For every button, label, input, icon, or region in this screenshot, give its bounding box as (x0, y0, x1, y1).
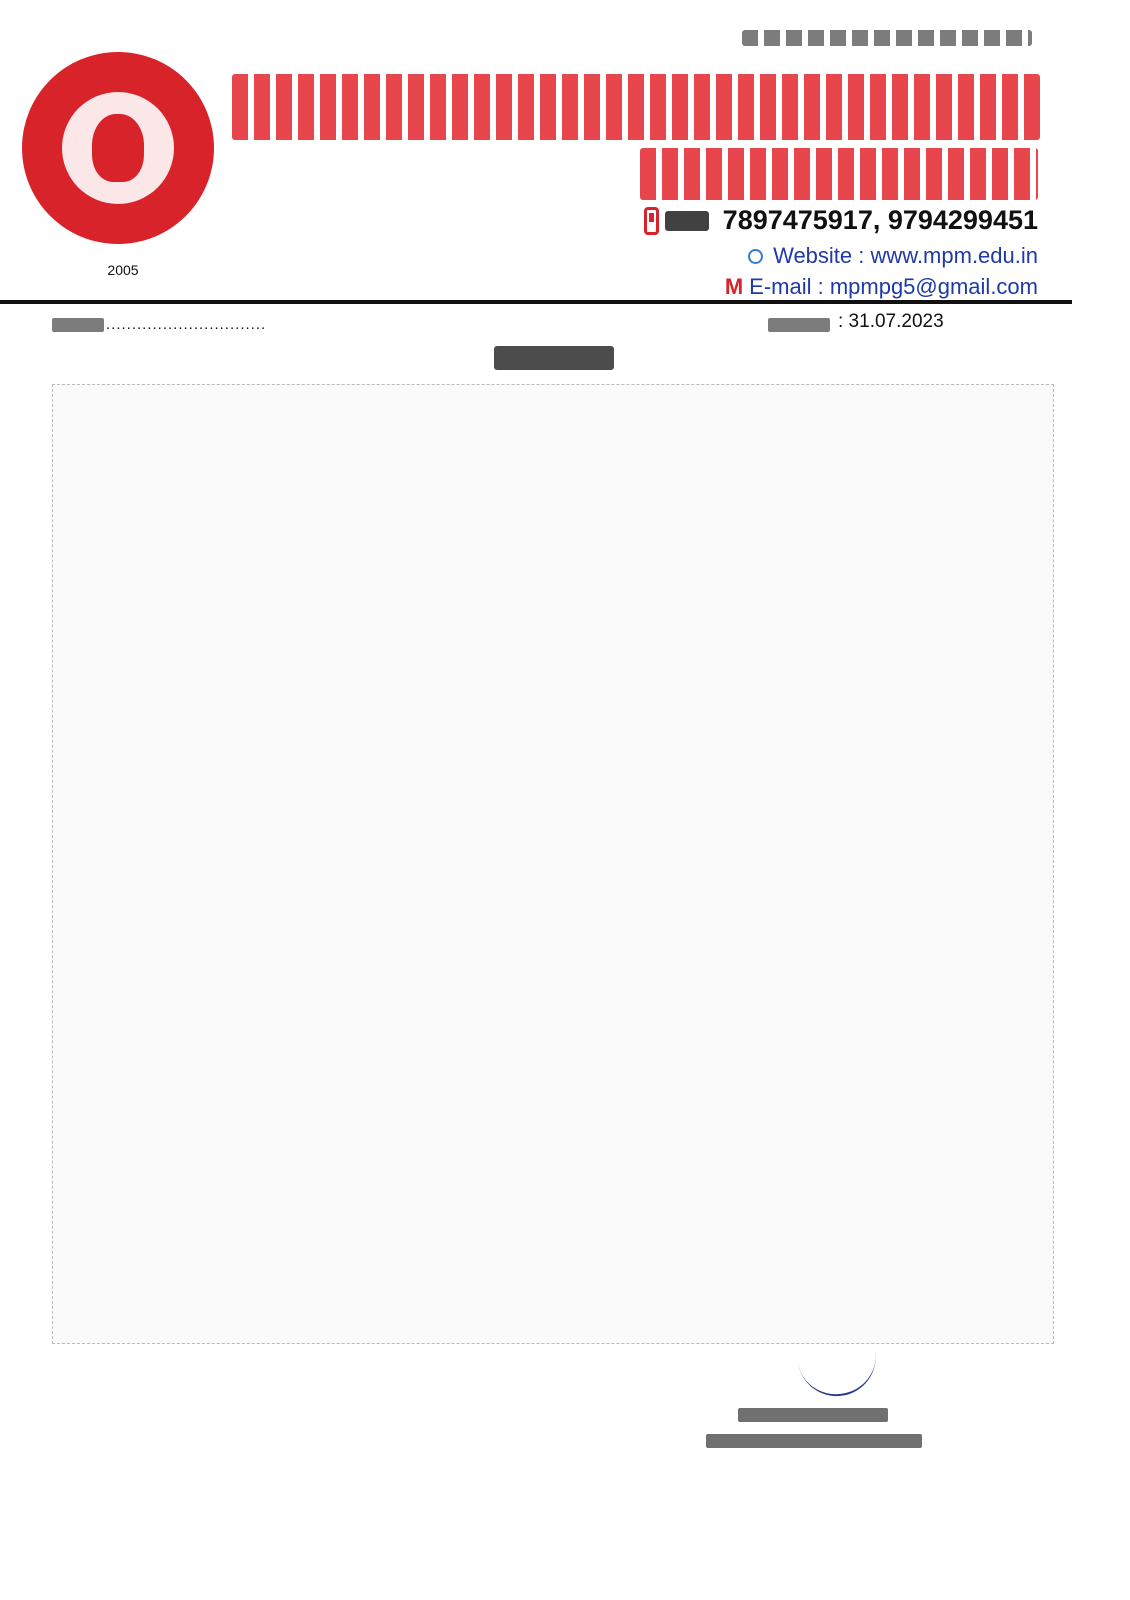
website-text[interactable]: Website : www.mpm.edu.in (773, 243, 1038, 268)
signatory-title (706, 1434, 922, 1448)
phone-numbers: 7897475917, 9794299451 (722, 205, 1038, 235)
signature-mark (797, 1347, 880, 1401)
ref-blank: ............................... (106, 316, 267, 333)
seal-figure (92, 114, 144, 182)
date-label (768, 318, 830, 332)
founded-line (50, 262, 190, 278)
college-location (640, 148, 1038, 200)
college-name (232, 74, 1040, 140)
mail-icon: M (724, 274, 744, 299)
phone-label (665, 211, 709, 231)
signatory-name (738, 1408, 888, 1422)
naac-grade-line (742, 30, 1032, 46)
letter-heading (494, 346, 614, 370)
email-line (725, 274, 1038, 300)
college-seal-icon (22, 52, 214, 244)
phone-icon (644, 207, 659, 235)
seal-emblem (62, 92, 174, 204)
header-divider (0, 300, 1072, 304)
founded-year: 2005 (107, 262, 139, 278)
globe-icon (748, 249, 763, 264)
ref-label (52, 318, 104, 332)
phone-line (644, 205, 1038, 236)
website-line (748, 243, 1038, 269)
date-value: : 31.07.2023 (838, 311, 944, 332)
email-text[interactable]: E-mail : mpmpg5@gmail.com (749, 274, 1038, 299)
letter-body-omitted (52, 384, 1054, 1344)
